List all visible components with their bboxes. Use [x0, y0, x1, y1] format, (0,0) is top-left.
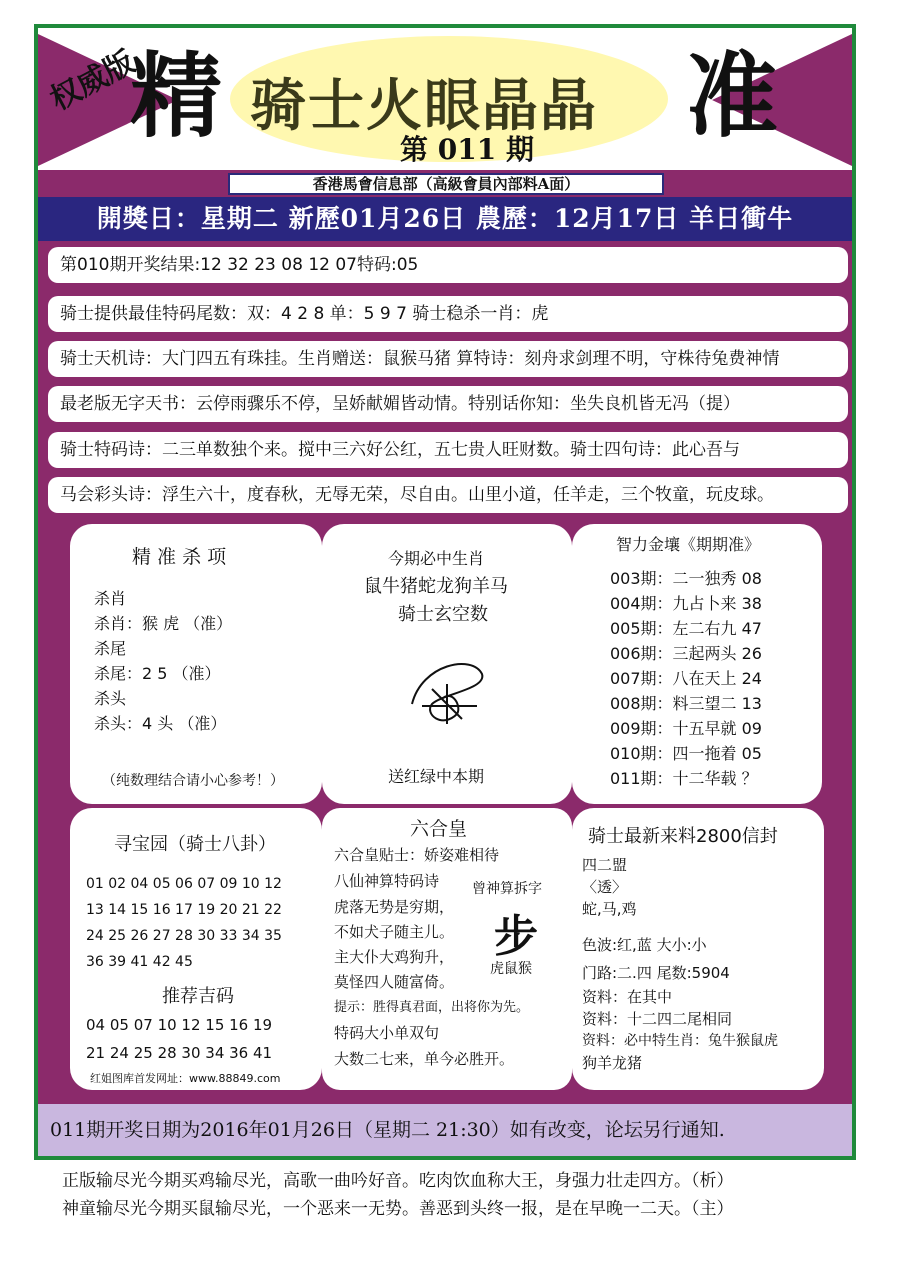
split-char: 步: [494, 911, 538, 962]
must-line: 骑士玄空数: [398, 604, 488, 625]
issue-number: 第 011 期: [400, 133, 534, 166]
site-url: 红姐图库首发网址：www.88849.com: [90, 1072, 281, 1085]
must-box: [322, 524, 572, 804]
header: [38, 28, 852, 170]
latest-title: 骑士最新来料2800信封: [588, 826, 778, 847]
liuhe-line: 提示：胜得真君面，出将你为先。: [334, 1000, 530, 1015]
wisdom-line: 009期：十五早就 09: [610, 719, 762, 738]
wisdom-box: [572, 524, 822, 804]
wisdom-line: 008期：料三望二 13: [610, 694, 762, 713]
liuhe-line: 不如犬子随主儿。: [334, 923, 455, 941]
subtitle-bar: 香港馬會信息部（高級會員內部料A面）: [228, 173, 664, 195]
liuhe-title: 六合皇: [410, 818, 468, 840]
number-row: 13 14 15 16 17 19 20 21 22: [86, 902, 282, 918]
big-char-right: 准: [686, 42, 779, 150]
wisdom-line: 006期：三起两头 26: [610, 644, 762, 663]
wisdom-line: 003期：二一独秀 08: [610, 569, 762, 588]
edition-label: 权威版: [44, 44, 141, 118]
recommend-title: 推荐吉码: [162, 986, 234, 1007]
latest-line: 门路:二.四 尾数:5904: [582, 964, 730, 982]
bottom-line: 神童输尽光今期买鼠输尽光，一个恶来一无势。善恶到头终一报，是在早晚一二天。（主）: [62, 1199, 734, 1219]
result-row: 第010期开奖结果:12 32 23 08 12 07特码:05: [48, 247, 848, 283]
latest-line: 资料：必中特生肖：兔牛猴鼠虎: [582, 1033, 778, 1049]
split-zodiac: 虎鼠猴: [490, 961, 532, 977]
tail-row: 骑士提供最佳特码尾数：双：4 2 8 单：5 9 7 骑士稳杀一肖：虎: [48, 296, 848, 332]
bottom-line: 正版输尽光今期买鸡输尽光，高歌一曲吟好音。吃肉饮血称大王，身强力壮走四方。（析）: [62, 1171, 734, 1191]
signature-icon: [402, 644, 498, 734]
wisdom-line: 007期：八在天上 24: [610, 669, 762, 688]
poem-row-2: 最老版无字天书：云停雨骤乐不停，呈娇献媚皆动情。特别话你知：坐失良机皆无冯（提）: [48, 386, 848, 422]
liuhe-line: 八仙神算特码诗: [334, 872, 440, 890]
wisdom-line: 010期：四一拖着 05: [610, 744, 762, 763]
number-row: 24 25 26 27 28 30 33 34 35: [86, 928, 282, 944]
must-line: 今期必中生肖: [388, 549, 485, 568]
kill-line: 杀头: [94, 689, 127, 708]
latest-line: 狗羊龙猪: [582, 1054, 643, 1072]
wisdom-line: 004期：九占卜来 38: [610, 594, 762, 613]
poem-row-1: 骑士天机诗：大门四五有珠挂。生肖赠送：鼠猴马猪 算特诗：刻舟求剑理不明，守株待兔费神情: [48, 341, 848, 377]
liuhe-line: 特码大小单双句: [334, 1024, 440, 1042]
kill-box: [70, 524, 322, 804]
recommend-row: 21 24 25 28 30 34 36 41: [86, 1044, 273, 1062]
notice-bar: 011期开奖日期为2016年01月26日（星期二 21:30）如有改变，论坛另行通知.: [38, 1104, 852, 1156]
wisdom-line: 005期：左二右九 47: [610, 619, 762, 638]
treasure-title: 寻宝园（骑士八卦）: [114, 834, 276, 855]
treasure-box: [70, 808, 322, 1090]
latest-line: 〈透〉: [582, 878, 628, 896]
recommend-row: 04 05 07 10 12 15 16 19: [86, 1016, 273, 1034]
liuhe-line: 主大仆大鸡狗升，: [334, 948, 455, 966]
main-title: 骑士火眼晶晶: [250, 73, 598, 139]
latest-line: 资料：十二四二尾相同: [582, 1010, 733, 1028]
liuhe-line: 大数二七来，单今必胜开。: [334, 1050, 515, 1068]
zeng-title: 曾神算拆字: [472, 881, 542, 897]
poem-row-4: 马会彩头诗：浮生六十，度春秋，无辱无荣，尽自由。山里小道，任羊走，三个牧童，玩皮球。: [48, 477, 848, 513]
kill-line: 杀尾: [94, 639, 127, 658]
latest-line: 色波:红,蓝 大小:小: [582, 936, 707, 954]
latest-line: 蛇,马,鸡: [582, 900, 637, 918]
liuhe-line: 虎落无势是穷期，: [334, 898, 455, 916]
draw-date-bar: 開獎日：星期二 新歷01月26日 農歷：12月17日 羊日衝牛: [38, 197, 852, 241]
wisdom-title: 智力金壤《期期准》: [616, 535, 761, 554]
latest-line: 资料：在其中: [582, 988, 673, 1006]
kill-line: 杀肖：猴 虎 （准）: [94, 614, 233, 633]
kill-line: 杀头：4 头 （准）: [94, 714, 227, 733]
liuhe-line: 莫怪四人随富倚。: [334, 973, 455, 991]
wisdom-line: 011期：十二华载 ？: [610, 769, 758, 788]
big-char-left: 精: [130, 42, 223, 150]
latest-line: 四二盟: [582, 856, 628, 874]
kill-title: 精 准 杀 项: [132, 546, 227, 568]
number-row: 01 02 04 05 06 07 09 10 12: [86, 876, 282, 892]
liuhe-box: [322, 808, 572, 1090]
latest-box: [572, 808, 824, 1090]
must-zodiacs: 鼠牛猪蛇龙狗羊马: [364, 576, 508, 597]
liuhe-line: 六合皇贴士：娇姿难相待: [334, 846, 500, 864]
kill-line: 杀肖: [94, 589, 127, 608]
kill-note: （纯数理结合请小心参考！）: [102, 773, 284, 789]
kill-line: 杀尾：2 5 （准）: [94, 664, 221, 683]
number-row: 36 39 41 42 45: [86, 954, 193, 970]
poem-row-3: 骑士特码诗：二三单数独个来。搅中三六好公红，五七贵人旺财数。骑士四句诗：此心吾与: [48, 432, 848, 468]
must-line: 送红绿中本期: [388, 767, 485, 786]
